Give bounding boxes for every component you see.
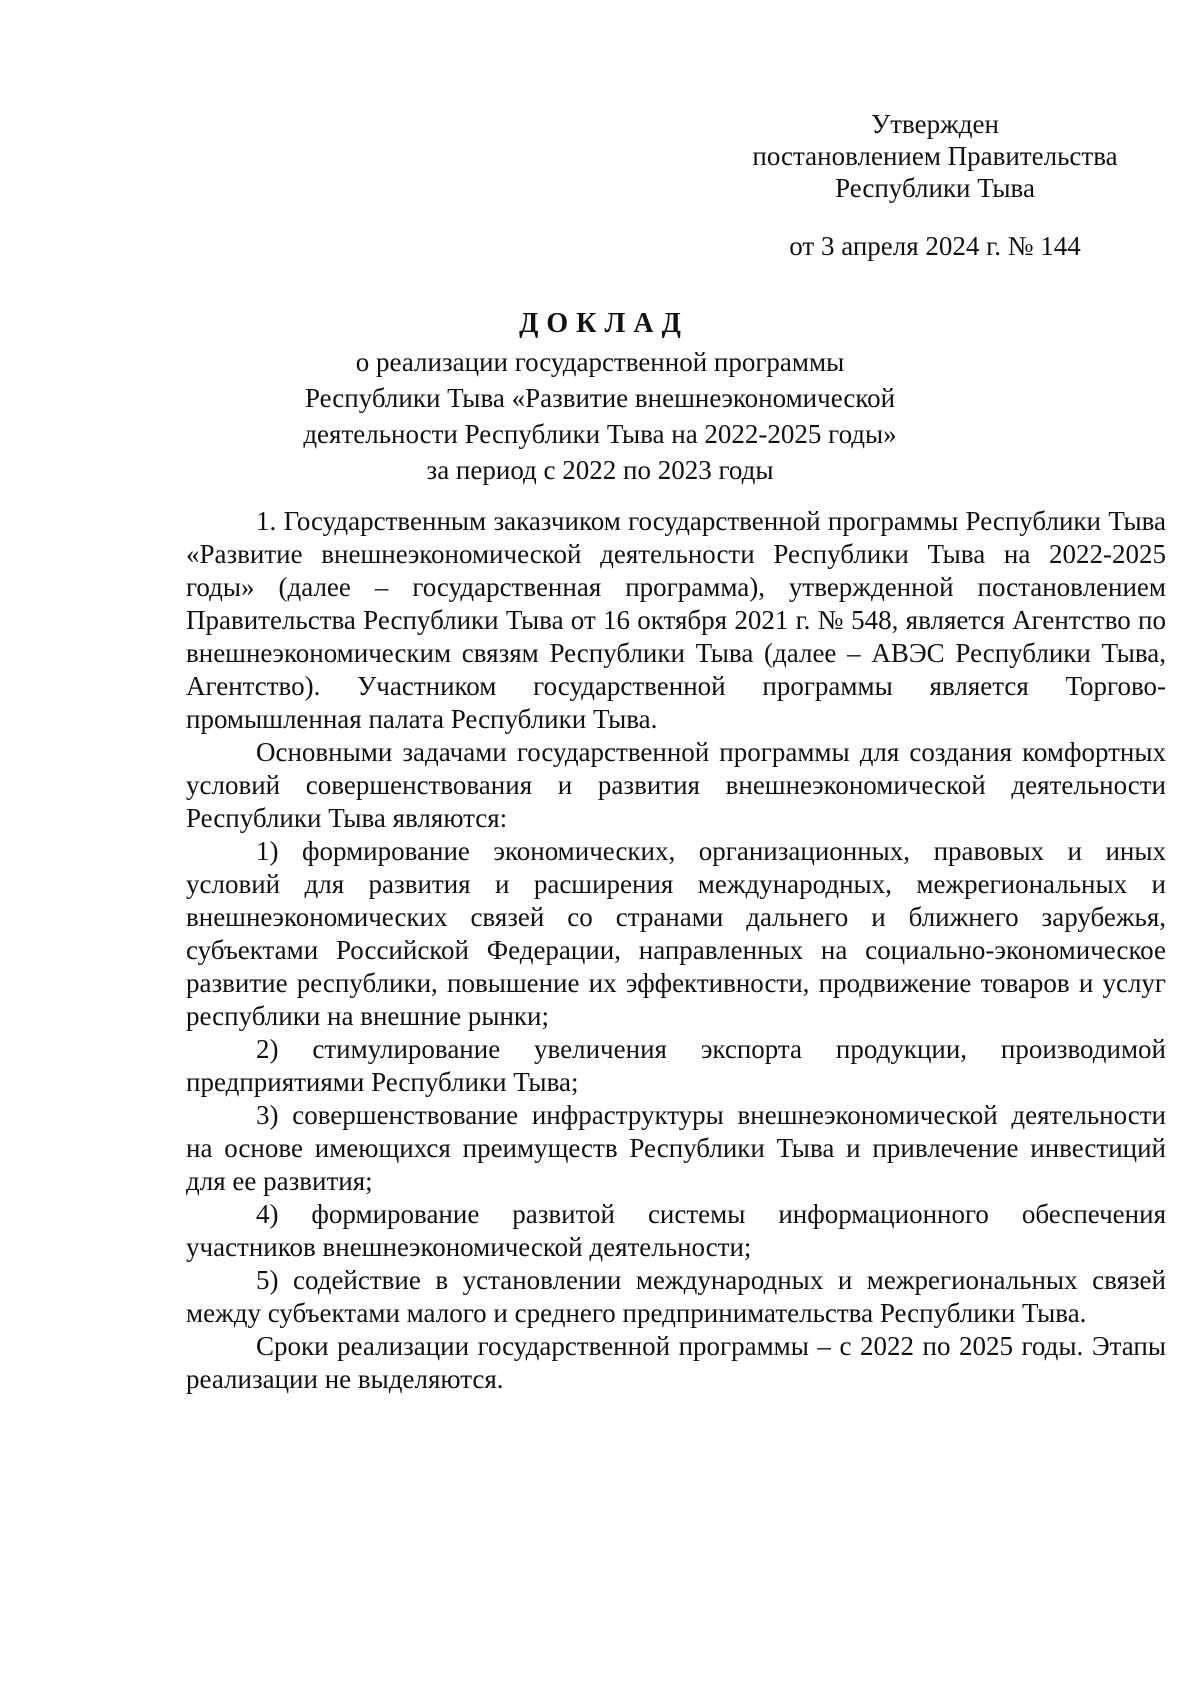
document-subtitle-line-4: за период с 2022 по 2023 годы [426,455,774,485]
document-body [186,505,1166,1396]
document-subtitle-line-2: Республики Тыва «Развитие внешнеэкономической [304,383,896,413]
list-item-task-3: 3) совершенствование инфраструктуры внешнеэкономической деятельности на основе имеющихся преимуществ Республики Тыва и привлечение инвестиций для ее развития; [186,1100,1166,1196]
approval-stamp [735,108,1135,204]
approval-date: от 3 апреля 2024 г. № 144 [789,231,1081,261]
list-item-task-4: 4) формирование развитой системы информационного обеспечения участников внешнеэкономической деятельности; [186,1199,1166,1262]
list-item-task-1: 1) формирование экономических, организационных, правовых и иных условий для развития и расширения международных, межрегиональных и внешнеэкономических связей со странами дальнего и ближнего зарубежья, субъектами Российской Федерации, направленных на социально-экономическое развитие республики, повышение их эффективности, продвижение товаров и услуг республики на внешние рынки; [186,836,1166,1031]
list-item-task-2: 2) стимулирование увеличения экспорта продукции, производимой предприятиями Республики Тыва; [186,1034,1166,1097]
document-title: ДОКЛАД [519,308,689,339]
document-subtitle-line-3: деятельности Республики Тыва на 2022-2025 годы» [303,419,897,449]
paragraph-tasks-intro: Основными задачами государственной программы для создания комфортных условий совершенствования и развития внешнеэкономической деятельности Республики Тыва являются: [186,737,1166,833]
paragraph-timeline: Сроки реализации государственной программы – с 2022 по 2025 годы. Этапы реализации не выделяются. [186,1331,1166,1394]
title-block [300,306,900,486]
list-item-task-5: 5) содействие в установлении международных и межрегиональных связей между субъектами малого и среднего предпринимательства Республики Тыва. [186,1265,1166,1328]
paragraph-customer: 1. Государственным заказчиком государственной программы Республики Тыва «Развитие внешнеэкономической деятельности Республики Тыва на 2022-2025 годы» (далее – государственная программа), утвержденной постановлением Правительства Республики Тыва от 16 октября 2021 г. № 548, является Агентство по внешнеэкономическим связям Республики Тыва (далее – АВЭС Республики Тыва, Агентство). Участником государственной программы является Торгово-промышленная палата Республики Тыва. [186,506,1166,734]
approval-line-republic: Республики Тыва [835,173,1035,203]
approval-line-decree: постановлением Правительства [752,141,1118,171]
approval-line-approved: Утвержден [871,109,999,139]
document-subtitle-line-1: о реализации государственной программы [355,347,845,377]
